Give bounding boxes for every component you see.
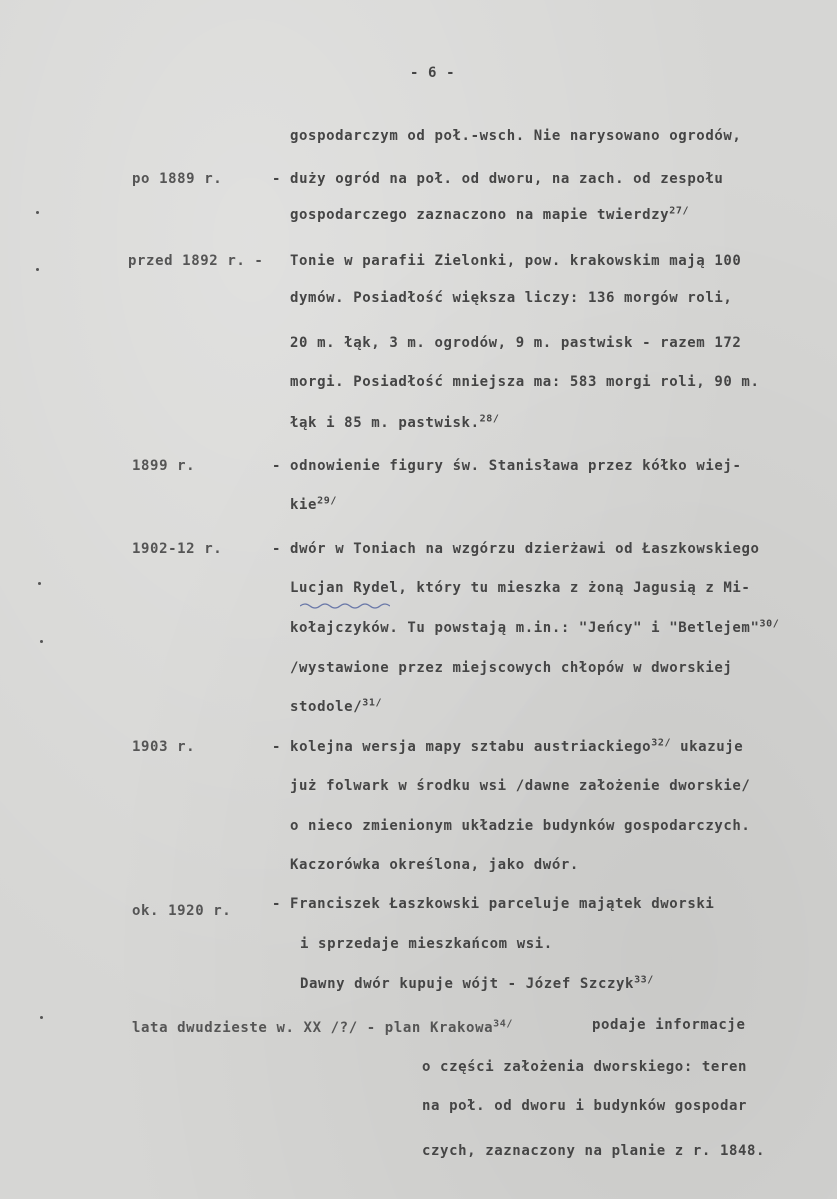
text-line xyxy=(290,206,689,224)
text-line: - Franciszek Łaszkowski parceluje majątek dworski xyxy=(272,896,715,912)
footnote-ref: 27/ xyxy=(669,205,690,217)
text-line xyxy=(290,496,337,514)
entry-date: ok. 1920 r. xyxy=(132,903,232,919)
handwritten-underline xyxy=(300,602,390,610)
text-segment: Dawny dwór kupuje wójt - Józef Szczyk xyxy=(300,976,635,992)
footnote-ref: 30/ xyxy=(759,618,780,630)
footnote-ref: 28/ xyxy=(479,413,500,425)
text-line: już folwark w środku wsi /dawne założenie dworskie/ xyxy=(290,778,751,794)
page-number: - 6 - xyxy=(410,65,456,81)
text-line xyxy=(290,619,779,637)
margin-mark xyxy=(40,1016,43,1019)
text-segment: kołajczyków. Tu powstają m.in.: "Jeńcy" i "Betlejem" xyxy=(290,620,760,636)
text-line: dymów. Posiadłość większa liczy: 136 morgów roli, xyxy=(290,290,733,306)
entry-date: po 1889 r. xyxy=(132,171,223,187)
text-line xyxy=(290,414,499,432)
text-line: Kaczorówka określona, jako dwór. xyxy=(290,857,579,873)
text-segment: ukazuje xyxy=(680,739,744,755)
text-line: 20 m. łąk, 3 m. ogrodów, 9 m. pastwisk - razem 172 xyxy=(290,335,742,351)
text-line xyxy=(300,975,654,993)
text-line: i sprzedaje mieszkańcom wsi. xyxy=(300,936,553,952)
text-line: gospodarczym od poł.-wsch. Nie narysowano ogrodów, xyxy=(290,128,742,144)
margin-mark xyxy=(36,211,39,214)
footnote-ref: 29/ xyxy=(317,495,337,507)
text-line: - duży ogród na poł. od dworu, na zach. od zespołu xyxy=(272,171,724,187)
text-line: czych, zaznaczony na planie z r. 1848. xyxy=(422,1143,766,1159)
text-line: morgi. Posiadłość mniejsza ma: 583 morgi roli, 90 m. xyxy=(290,374,760,390)
margin-mark xyxy=(38,582,41,585)
entry-date: 1902-12 r. xyxy=(132,541,223,557)
text-line: o części założenia dworskiego: teren xyxy=(422,1059,748,1075)
text-segment: - kolejna wersja mapy sztabu austriackiego xyxy=(272,739,652,755)
text-segment: kie xyxy=(290,497,318,513)
text-line: /wystawione przez miejscowych chłopów w dworskiej xyxy=(290,660,733,676)
text-segment: stodole/ xyxy=(290,699,363,715)
text-line xyxy=(290,698,382,716)
text-line: - dwór w Toniach na wzgórzu dzierżawi od Łaszkowskiego xyxy=(272,541,760,557)
text-line: Tonie w parafii Zielonki, pow. krakowskim mają 100 xyxy=(290,253,742,269)
text-line: na poł. od dworu i budynków gospodar xyxy=(422,1098,748,1114)
footnote-ref: 32/ xyxy=(651,737,672,749)
footnote-ref: 31/ xyxy=(362,697,383,709)
entry-date xyxy=(132,1019,513,1037)
margin-mark xyxy=(36,268,39,271)
text-line: o nieco zmienionym układzie budynków gospodarczych. xyxy=(290,818,751,834)
footnote-ref: 34/ xyxy=(493,1018,514,1030)
margin-mark xyxy=(40,640,43,643)
text-segment: lata dwudzieste w. XX /?/ - plan Krakowa xyxy=(132,1020,494,1036)
text-segment: gospodarczego zaznaczono na mapie twierdzy xyxy=(290,207,670,223)
text-line: - odnowienie figury św. Stanisława przez kółko wiej- xyxy=(272,458,742,474)
entry-date: przed 1892 r. - xyxy=(128,253,264,269)
text-line: Lucjan Rydel, który tu mieszka z żoną Jagusią z Mi- xyxy=(290,580,751,596)
entry-date: 1899 r. xyxy=(132,458,196,474)
text-line: podaje informacje xyxy=(592,1017,746,1033)
text-line xyxy=(272,738,743,756)
text-segment: łąk i 85 m. pastwisk. xyxy=(290,415,480,431)
entry-date: 1903 r. xyxy=(132,739,196,755)
footnote-ref: 33/ xyxy=(634,974,654,986)
